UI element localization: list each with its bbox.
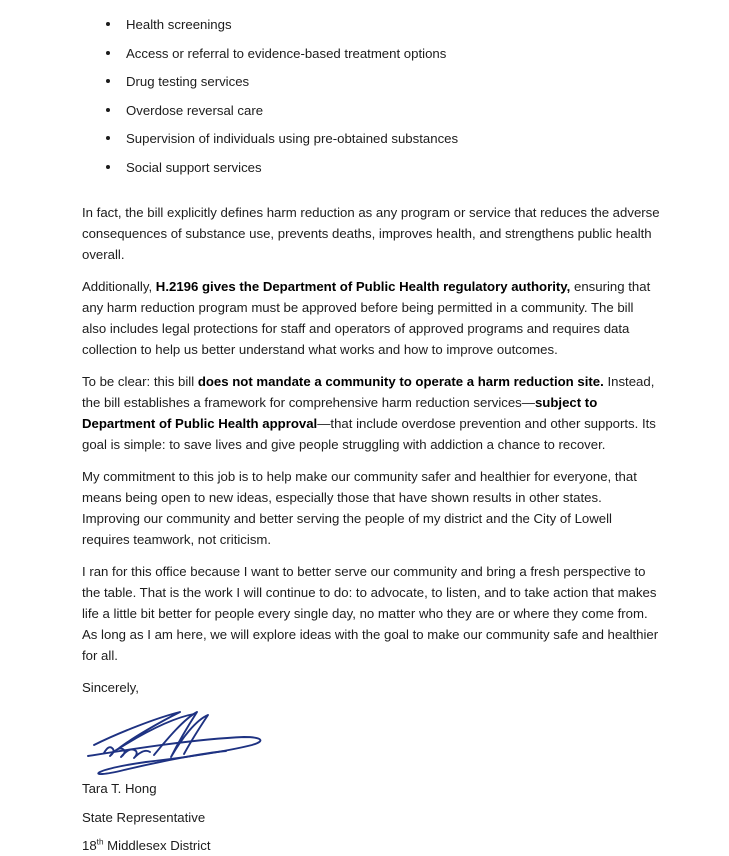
bullet-item (106, 43, 660, 72)
paragraph-why-i-ran: I ran for this office because I want to better serve our community and bring a fresh perspective to the table. That is the work I will continue to do: to advocate, to listen, and to take action that makes life a little bit better for people every single day, no matter who they are or where they come from. As long as I am here, we will explore ideas with the goal to make our community safe and healthier for all. (82, 564, 659, 663)
district-ordinal-suffix: th (96, 837, 104, 847)
signature-image (84, 709, 660, 777)
bullet-text: Access or referral to evidence-based treatment options (126, 45, 447, 61)
signer-district (82, 835, 660, 856)
bullet-item (106, 157, 660, 186)
signer-name: Tara T. Hong (82, 781, 157, 796)
bullet-marker-icon (106, 108, 110, 112)
services-bullet-list (82, 14, 660, 185)
bullet-text: Drug testing services (126, 74, 250, 89)
bullet-marker-icon (106, 165, 110, 169)
bullet-text: Overdose reversal care (126, 102, 264, 118)
bullet-item (106, 128, 660, 157)
paragraph-harm-reduction-definition: In fact, the bill explicitly defines harm reduction as any program or service that reduces the adverse consequences of substance use, prevents deaths, improves health, and strengthens public health overall. (82, 205, 660, 262)
district-number: 18 (82, 838, 97, 853)
bullet-text: Health screenings (126, 17, 232, 32)
paragraph-commitment: My commitment to this job is to help make our community safer and healthier for everyone, that means being open to new ideas, especially those that have shown results in other states. Improving our community and better serving the people of my district and the City of Lowell requires teamwork, not criticism. (82, 469, 637, 547)
bullet-marker-icon (106, 22, 110, 26)
district-name: Middlesex District (103, 838, 211, 853)
signature-ink (84, 709, 274, 777)
bullet-marker-icon (106, 79, 110, 83)
bullet-item (106, 100, 660, 129)
signer-title: State Representative (82, 809, 206, 825)
paragraph-no-mandate: To be clear: this bill does not mandate a community to operate a harm reduction site. Instead, the bill establishes a framework for comprehensive harm reduction services—subject to Department of Public Health approval—that include overdose prevention and other supports. Its goal is simple: to save lives and give people struggling with addiction a chance to recover. (82, 374, 656, 452)
bullet-item (106, 14, 660, 43)
bullet-text: Supervision of individuals using pre-obtained substances (126, 131, 459, 146)
bullet-marker-icon (106, 136, 110, 140)
letter-body (82, 14, 660, 856)
bullet-marker-icon (106, 51, 110, 55)
paragraph-regulatory-authority: Additionally, H.2196 gives the Department of Public Health regulatory authority, ensuring that any harm reduction program must be approved before being permitted in a community. The bill also includes legal protections for staff and operators of approved programs and requires data collection to help us better understand what works and how to improve outcomes. (82, 279, 651, 357)
bullet-item (106, 71, 660, 100)
salutation: Sincerely, (82, 680, 139, 695)
bullet-text: Social support services (126, 159, 262, 175)
